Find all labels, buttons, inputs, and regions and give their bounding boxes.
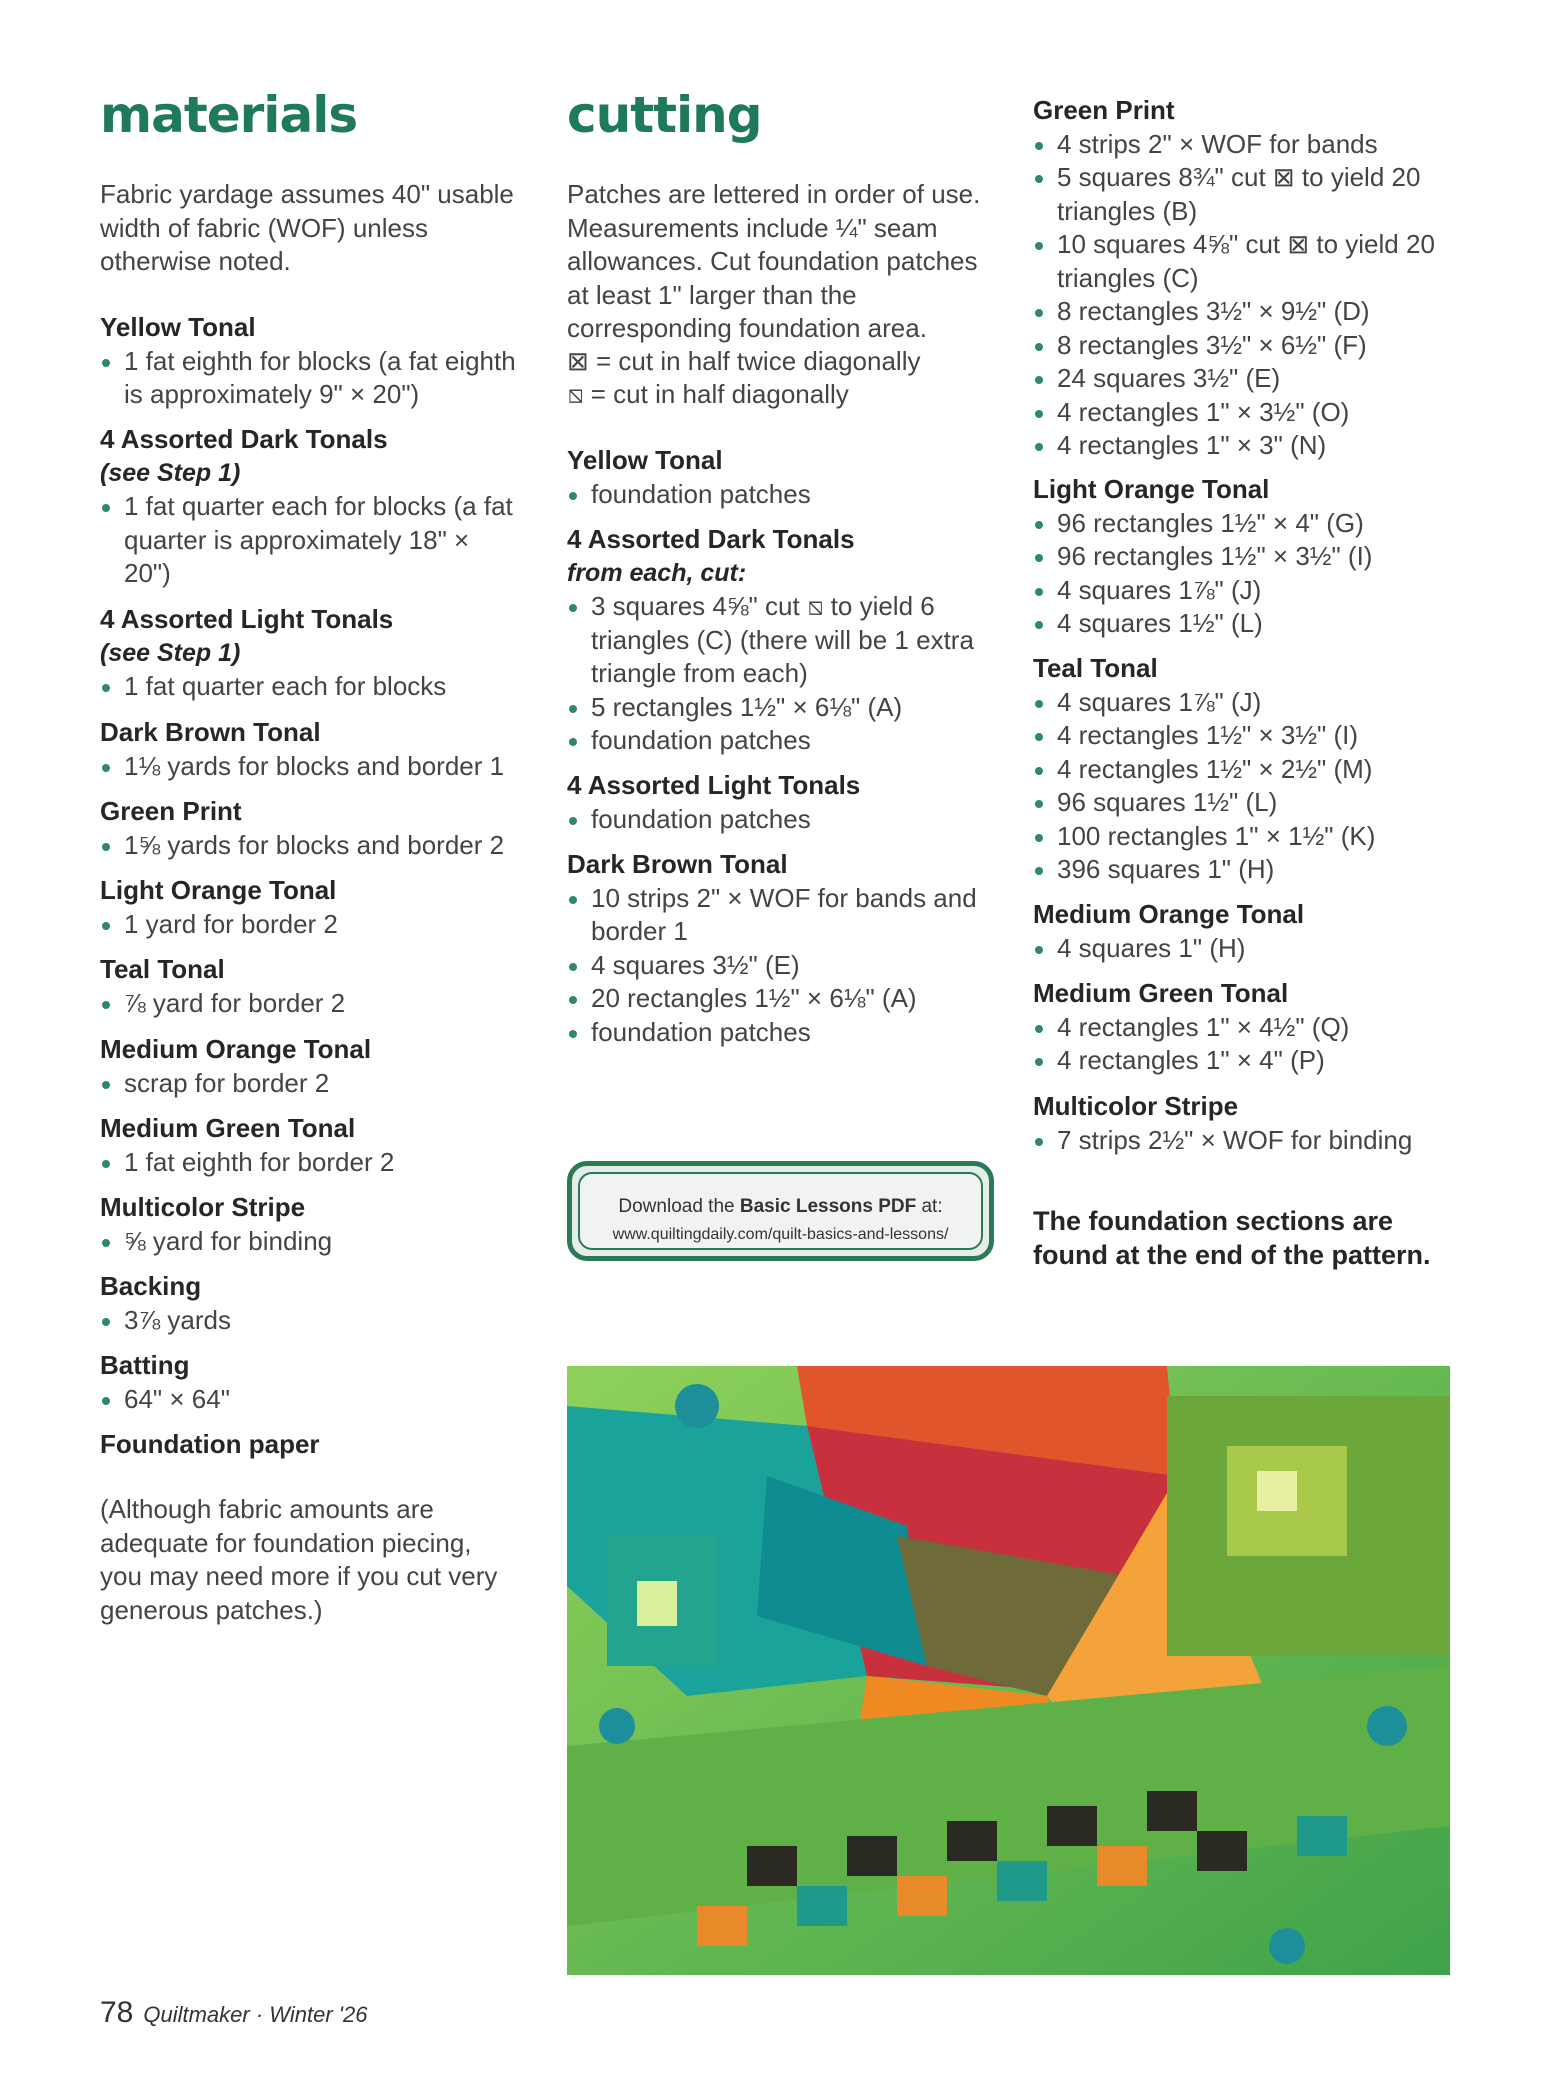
foundation-note: The foundation sections are found at the end of the pattern.: [1033, 1206, 1431, 1270]
list-item: ⅝ yard for binding: [100, 1225, 520, 1259]
list-item: 100 rectangles 1" × 1½" (K): [1033, 820, 1473, 854]
list-item: foundation patches: [567, 724, 1007, 758]
list-item: scrap for border 2: [100, 1067, 520, 1101]
section-head: Light Orange Tonal: [1033, 474, 1270, 504]
checker-square: [1047, 1806, 1097, 1846]
list-item: 24 squares 3½" (E): [1033, 362, 1473, 396]
download-text: [580, 1196, 981, 1218]
list-item: 4 rectangles 1" × 3" (N): [1033, 429, 1473, 463]
materials-dark-brown: [100, 716, 520, 783]
materials-backing: [100, 1270, 520, 1337]
section-head: 4 Assorted Light Tonals: [567, 770, 861, 800]
section-subhead: (see Step 1): [100, 458, 241, 487]
download-callout-inner: [578, 1172, 983, 1250]
cutting-title: cutting: [567, 86, 762, 144]
materials-dark-tonals: [100, 423, 520, 591]
list-item: 396 squares 1" (H): [1033, 853, 1473, 887]
list-item: 5 squares 8¾" cut ⊠ to yield 20 triangles (B): [1033, 161, 1473, 228]
list-item: 4 squares 3½" (E): [567, 949, 1007, 983]
list-item: 8 rectangles 3½" × 9½" (D): [1033, 295, 1473, 329]
magazine-issue: Quiltmaker · Winter '26: [143, 2002, 368, 2027]
list-item: 4 squares 1" (H): [1033, 932, 1473, 966]
download-suffix: at:: [916, 1196, 943, 1217]
list-item: 96 rectangles 1½" × 4" (G): [1033, 507, 1473, 541]
section-head: 4 Assorted Dark Tonals: [100, 424, 388, 454]
patch-light-square: [1257, 1471, 1297, 1511]
leaf-motif: [675, 1384, 719, 1428]
materials-medium-green: [100, 1112, 520, 1179]
section-head: Teal Tonal: [100, 954, 225, 984]
checker-square: [1297, 1816, 1347, 1856]
cutting-medium-green: [1033, 977, 1473, 1078]
section-head: Medium Orange Tonal: [1033, 899, 1305, 929]
section-subhead: (see Step 1): [100, 638, 241, 667]
list-item: 3 squares 4⅝" cut ⧅ to yield 6 triangles (C) (there will be 1 extra triangle from each): [567, 590, 1007, 691]
list-item: 4 rectangles 1½" × 2½" (M): [1033, 753, 1473, 787]
cutting-dark-tonals: [567, 523, 1007, 758]
checker-square: [697, 1906, 747, 1946]
leaf-motif: [599, 1708, 635, 1744]
list-item: 96 squares 1½" (L): [1033, 786, 1473, 820]
list-item: 4 squares 1½" (L): [1033, 607, 1473, 641]
materials-yellow-tonal: [100, 311, 520, 412]
list-item: 4 squares 1⅞" (J): [1033, 574, 1473, 608]
page-footer: [100, 1996, 367, 2030]
materials-teal: [100, 953, 520, 1020]
download-callout: [567, 1161, 994, 1261]
section-head: Multicolor Stripe: [100, 1192, 306, 1222]
section-head: Foundation paper: [100, 1429, 320, 1459]
list-item: 4 strips 2" × WOF for bands: [1033, 128, 1473, 162]
cutting-medium-orange: [1033, 898, 1473, 965]
section-head: Multicolor Stripe: [1033, 1091, 1239, 1121]
list-item: foundation patches: [567, 803, 1007, 837]
cutting-intro: Patches are lettered in order of use. Measurements include ¼" seam allowances. Cut foundation patches at least 1" larger than the corresponding foundation area.: [567, 179, 981, 343]
materials-title: materials: [100, 86, 358, 144]
checker-square: [747, 1846, 797, 1886]
materials-medium-orange: [100, 1033, 520, 1100]
cutting-legend-half: ⧅ = cut in half diagonally: [567, 379, 849, 409]
materials-green-print: [100, 795, 520, 862]
materials-batting: [100, 1349, 520, 1416]
checker-square: [847, 1836, 897, 1876]
quilt-photo-svg: [567, 1366, 1450, 1975]
patch-pale-square: [637, 1581, 677, 1626]
section-head: 4 Assorted Light Tonals: [100, 604, 394, 634]
list-item: 1 fat eighth for blocks (a fat eighth is approximately 9" × 20"): [100, 345, 520, 412]
list-item: foundation patches: [567, 478, 1007, 512]
section-head: 4 Assorted Dark Tonals: [567, 524, 855, 554]
page-number: 78: [100, 1996, 134, 2029]
materials-foundation-paper: [100, 1428, 520, 1462]
section-head: Green Print: [1033, 95, 1175, 125]
list-item: 4 rectangles 1" × 3½" (O): [1033, 396, 1473, 430]
section-head: Dark Brown Tonal: [567, 849, 788, 879]
checker-square: [1147, 1791, 1197, 1831]
section-head: Teal Tonal: [1033, 653, 1158, 683]
list-item: 5 rectangles 1½" × 6⅛" (A): [567, 691, 1007, 725]
section-head: Batting: [100, 1350, 190, 1380]
list-item: 4 squares 1⅞" (J): [1033, 686, 1473, 720]
cutting-legend-quarter: ⊠ = cut in half twice diagonally: [567, 346, 921, 376]
checker-square: [897, 1876, 947, 1916]
section-head: Dark Brown Tonal: [100, 717, 321, 747]
list-item: 7 strips 2½" × WOF for binding: [1033, 1124, 1473, 1158]
materials-light-tonals: [100, 603, 520, 704]
list-item: foundation patches: [567, 1016, 1007, 1050]
cutting-green-print: [1033, 94, 1473, 463]
list-item: 1 fat quarter each for blocks (a fat quarter is approximately 18" × 20"): [100, 490, 520, 591]
materials-note: (Although fabric amounts are adequate for foundation piecing, you may need more if you cut very generous patches.): [100, 1494, 498, 1625]
quilt-photo: [567, 1366, 1450, 1975]
list-item: 4 rectangles 1" × 4½" (Q): [1033, 1011, 1473, 1045]
section-head: Medium Orange Tonal: [100, 1034, 372, 1064]
list-item: 96 rectangles 1½" × 3½" (I): [1033, 540, 1473, 574]
cutting-light-orange: [1033, 473, 1473, 641]
cutting-yellow-tonal: [567, 444, 1007, 511]
list-item: 1 fat eighth for border 2: [100, 1146, 520, 1180]
list-item: 1⅝ yards for blocks and border 2: [100, 829, 520, 863]
leaf-motif: [1367, 1706, 1407, 1746]
materials-intro: Fabric yardage assumes 40" usable width of fabric (WOF) unless otherwise noted.: [100, 179, 514, 276]
section-head: Yellow Tonal: [100, 312, 256, 342]
checker-square: [797, 1886, 847, 1926]
checker-square: [947, 1821, 997, 1861]
cutting-teal: [1033, 652, 1473, 887]
list-item: 8 rectangles 3½" × 6½" (F): [1033, 329, 1473, 363]
checker-square: [1097, 1846, 1147, 1886]
section-head: Medium Green Tonal: [1033, 978, 1289, 1008]
section-head: Yellow Tonal: [567, 445, 723, 475]
materials-light-orange: [100, 874, 520, 941]
download-bold: Basic Lessons PDF: [739, 1196, 917, 1217]
list-item: 4 rectangles 1½" × 3½" (I): [1033, 719, 1473, 753]
cutting-light-tonals: [567, 769, 1007, 836]
materials-multicolor: [100, 1191, 520, 1258]
checker-square: [1197, 1831, 1247, 1871]
section-head: Backing: [100, 1271, 202, 1301]
list-item: 4 rectangles 1" × 4" (P): [1033, 1044, 1473, 1078]
section-subhead: from each, cut:: [567, 558, 747, 587]
cutting-multicolor: [1033, 1090, 1473, 1157]
section-head: Light Orange Tonal: [100, 875, 337, 905]
list-item: 3⅞ yards: [100, 1304, 520, 1338]
section-head: Green Print: [100, 796, 242, 826]
list-item: 20 rectangles 1½" × 6⅛" (A): [567, 982, 1007, 1016]
cutting-dark-brown: [567, 848, 1007, 1049]
list-item: 10 squares 4⅝" cut ⊠ to yield 20 triangles (C): [1033, 228, 1473, 295]
section-head: Medium Green Tonal: [100, 1113, 356, 1143]
list-item: 64" × 64": [100, 1383, 520, 1417]
download-prefix: Download the: [618, 1196, 740, 1217]
list-item: ⅞ yard for border 2: [100, 987, 520, 1021]
download-link[interactable]: www.quiltingdaily.com/quilt-basics-and-lessons/: [612, 1226, 949, 1243]
checker-square: [997, 1861, 1047, 1901]
list-item: 10 strips 2" × WOF for bands and border 1: [567, 882, 1007, 949]
list-item: 1⅛ yards for blocks and border 1: [100, 750, 520, 784]
list-item: 1 fat quarter each for blocks: [100, 670, 520, 704]
leaf-motif: [1269, 1928, 1305, 1964]
list-item: 1 yard for border 2: [100, 908, 520, 942]
